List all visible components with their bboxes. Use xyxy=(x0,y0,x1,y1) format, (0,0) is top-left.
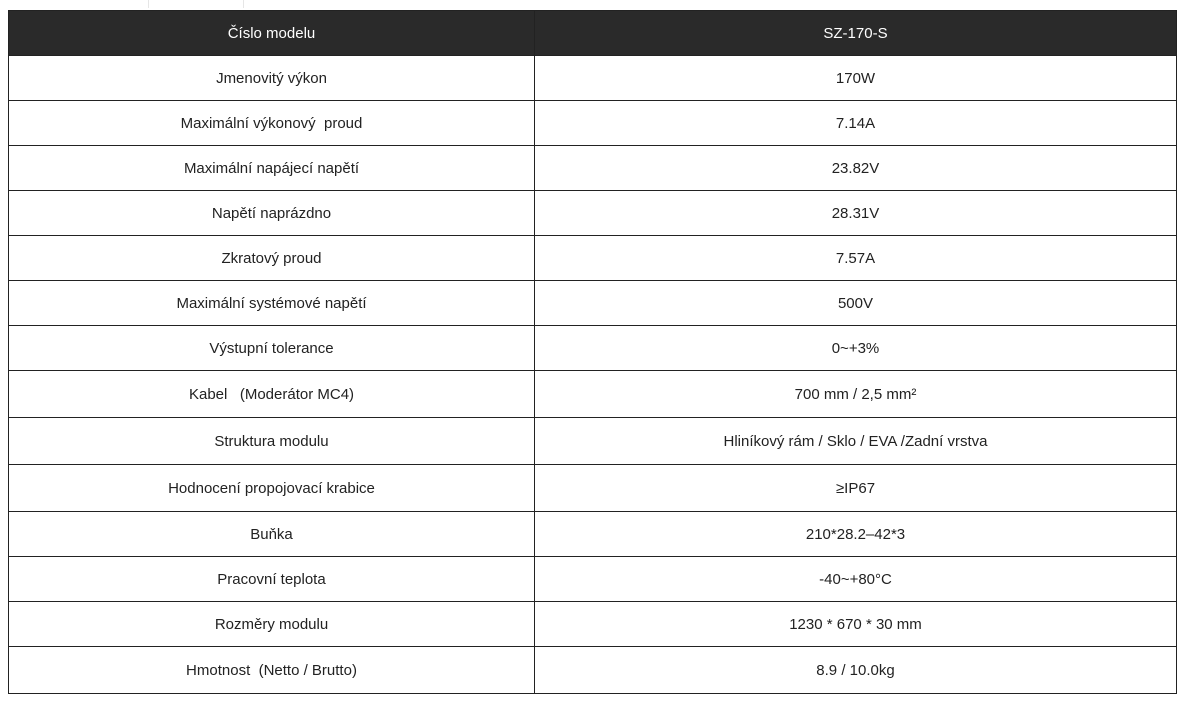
row-label: Buňka xyxy=(9,512,535,557)
table-row xyxy=(9,647,1177,694)
table-row xyxy=(9,602,1177,647)
header-value-cell: SZ-170-S xyxy=(535,11,1177,56)
row-value: 210*28.2–42*3 xyxy=(535,512,1177,557)
row-label: Maximální výkonový proud xyxy=(9,101,535,146)
top-tab-outline xyxy=(148,0,244,8)
row-value: 1230 * 670 * 30 mm xyxy=(535,602,1177,647)
table-row xyxy=(9,512,1177,557)
table-row xyxy=(9,418,1177,465)
row-value: Hliníkový rám / Sklo / EVA /Zadní vrstva xyxy=(535,418,1177,465)
row-label: Maximální systémové napětí xyxy=(9,281,535,326)
table-row xyxy=(9,191,1177,236)
row-label: Hodnocení propojovací krabice xyxy=(9,465,535,512)
row-value: 170W xyxy=(535,56,1177,101)
table-row xyxy=(9,281,1177,326)
row-label: Pracovní teplota xyxy=(9,557,535,602)
table-row xyxy=(9,236,1177,281)
row-label: Rozměry modulu xyxy=(9,602,535,647)
row-label: Struktura modulu xyxy=(9,418,535,465)
row-value: 500V xyxy=(535,281,1177,326)
table-row xyxy=(9,56,1177,101)
row-label: Zkratový proud xyxy=(9,236,535,281)
row-label: Jmenovitý výkon xyxy=(9,56,535,101)
table-row xyxy=(9,101,1177,146)
row-value: 28.31V xyxy=(535,191,1177,236)
row-value: -40~+80°C xyxy=(535,557,1177,602)
table-row xyxy=(9,557,1177,602)
row-value: 23.82V xyxy=(535,146,1177,191)
row-label: Výstupní tolerance xyxy=(9,326,535,371)
table-row xyxy=(9,465,1177,512)
row-value: 7.14A xyxy=(535,101,1177,146)
header-label-cell: Číslo modelu xyxy=(9,11,535,56)
row-label: Kabel (Moderátor MC4) xyxy=(9,371,535,418)
row-value: 7.57A xyxy=(535,236,1177,281)
table-row xyxy=(9,371,1177,418)
row-value: ≥IP67 xyxy=(535,465,1177,512)
specification-table xyxy=(8,10,1177,694)
row-value: 0~+3% xyxy=(535,326,1177,371)
table-header-row xyxy=(9,11,1177,56)
row-label: Hmotnost (Netto / Brutto) xyxy=(9,647,535,694)
row-value: 8.9 / 10.0kg xyxy=(535,647,1177,694)
row-value: 700 mm / 2,5 mm² xyxy=(535,371,1177,418)
row-label: Maximální napájecí napětí xyxy=(9,146,535,191)
row-label: Napětí naprázdno xyxy=(9,191,535,236)
table-row xyxy=(9,146,1177,191)
table-row xyxy=(9,326,1177,371)
